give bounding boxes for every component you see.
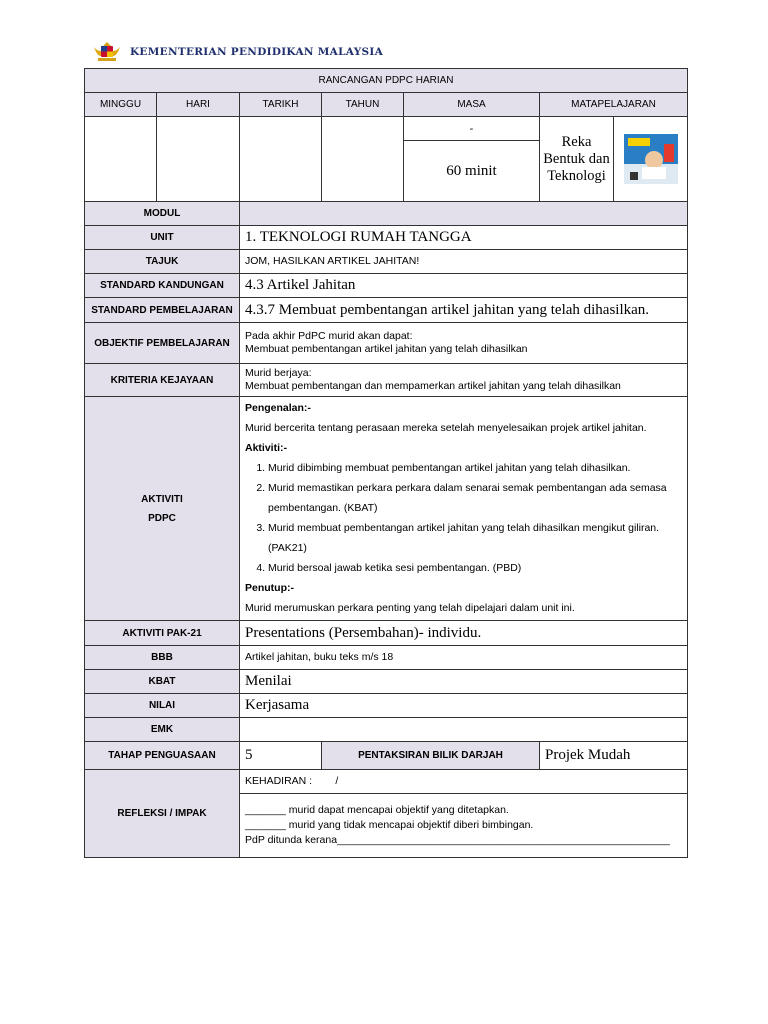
masa-time[interactable]: - — [404, 117, 540, 141]
refleksi-line-1: _______ murid dapat mencapai objektif yang ditetapkan. — [245, 804, 509, 816]
kriteria-value[interactable] — [240, 364, 688, 397]
objektif-value[interactable] — [240, 323, 688, 364]
refleksi-value[interactable] — [240, 794, 688, 858]
emk-value[interactable] — [240, 718, 688, 742]
objektif-label: OBJEKTIF PEMBELAJARAN — [85, 323, 240, 364]
aktiviti-list — [245, 458, 682, 578]
list-item: 1. Murid dibimbing membuat pembentangan artikel jahitan yang telah dihasilkan. — [268, 458, 682, 478]
refleksi-label: REFLEKSI / IMPAK — [85, 770, 240, 858]
tahun-value[interactable] — [322, 117, 404, 202]
refleksi-line-3: PdP ditunda kerana_________________________________________________________ — [245, 834, 670, 846]
kriteria-line-1: Murid berjaya: — [245, 367, 312, 379]
col-tahun: TAHUN — [322, 93, 404, 117]
list-item: 4. Murid bersoal jawab ketika sesi pembentangan. (PBD) — [268, 558, 682, 578]
modul-label: MODUL — [85, 202, 240, 226]
pak21-value[interactable]: Presentations (Persembahan)- individu. — [240, 621, 688, 646]
list-item: 2. Murid memastikan perkara perkara dalam senarai semak pembentangan ada semasa pembentangan. (KBAT) — [268, 478, 682, 518]
kriteria-line-2: Membuat pembentangan dan mempamerkan artikel jahitan yang telah dihasilkan — [245, 380, 621, 392]
document-header — [92, 38, 383, 66]
col-masa: MASA — [404, 93, 540, 117]
textbook-cover-icon — [624, 134, 678, 184]
nilai-value[interactable]: Kerjasama — [240, 694, 688, 718]
objektif-line-2: Membuat pembentangan artikel jahitan yang telah dihasilkan — [245, 343, 528, 355]
penutup-text: Murid merumuskan perkara penting yang telah dipelajari dalam unit ini. — [245, 602, 575, 614]
col-minggu: MINGGU — [85, 93, 157, 117]
col-matapelajaran: MATAPELAJARAN — [540, 93, 688, 117]
aktiviti-content[interactable] — [240, 397, 688, 621]
aktiviti-heading: Aktiviti:- — [245, 442, 287, 454]
aktiviti-label — [85, 397, 240, 621]
subject-thumbnail — [614, 117, 688, 202]
pbd-value[interactable]: Projek Mudah — [540, 742, 688, 770]
pak21-label: AKTIVITI PAK-21 — [85, 621, 240, 646]
pengenalan-heading: Pengenalan:- — [245, 402, 311, 414]
unit-value[interactable]: 1. TEKNOLOGI RUMAH TANGGA — [240, 226, 688, 250]
emk-label: EMK — [85, 718, 240, 742]
ministry-name: KEMENTERIAN PENDIDIKAN MALAYSIA — [130, 46, 384, 58]
bbb-value[interactable]: Artikel jahitan, buku teks m/s 18 — [240, 646, 688, 670]
standard-pembelajaran-value[interactable]: 4.3.7 Membuat pembentangan artikel jahitan yang telah dihasilkan. — [240, 298, 688, 323]
kehadiran-value[interactable]: KEHADIRAN : / — [240, 770, 688, 794]
malaysia-coat-of-arms-icon — [92, 39, 122, 65]
tajuk-value[interactable]: JOM, HASILKAN ARTIKEL JAHITAN! — [240, 250, 688, 274]
modul-value[interactable] — [240, 202, 688, 226]
kriteria-label: KRITERIA KEJAYAAN — [85, 364, 240, 397]
lesson-plan-table — [84, 68, 688, 858]
col-hari: HARI — [157, 93, 240, 117]
kbat-value[interactable]: Menilai — [240, 670, 688, 694]
tarikh-value[interactable] — [240, 117, 322, 202]
standard-pembelajaran-label: STANDARD PEMBELAJARAN — [85, 298, 240, 323]
tahap-penguasaan-label: TAHAP PENGUASAAN — [85, 742, 240, 770]
tahap-penguasaan-value[interactable]: 5 — [240, 742, 322, 770]
aktiviti-label-line-1: AKTIVITI — [141, 493, 183, 505]
refleksi-line-2: _______ murid yang tidak mencapai objektif diberi bimbingan. — [245, 819, 534, 831]
bbb-label: BBB — [85, 646, 240, 670]
kbat-label: KBAT — [85, 670, 240, 694]
standard-kandungan-value[interactable]: 4.3 Artikel Jahitan — [240, 274, 688, 298]
pengenalan-text: Murid bercerita tentang perasaan mereka setelah menyelesaikan projek artikel jahitan. — [245, 422, 647, 434]
objektif-line-1: Pada akhir PdPC murid akan dapat: — [245, 330, 413, 342]
subject-name: Reka Bentuk dan Teknologi — [540, 117, 614, 202]
masa-duration[interactable]: 60 minit — [404, 141, 540, 202]
standard-kandungan-label: STANDARD KANDUNGAN — [85, 274, 240, 298]
tajuk-label: TAJUK — [85, 250, 240, 274]
form-title: RANCANGAN PDPC HARIAN — [85, 69, 688, 93]
aktiviti-label-line-2: PDPC — [148, 512, 176, 524]
col-tarikh: TARIKH — [240, 93, 322, 117]
hari-value[interactable] — [157, 117, 240, 202]
minggu-value[interactable] — [85, 117, 157, 202]
unit-label: UNIT — [85, 226, 240, 250]
penutup-heading: Penutup:- — [245, 582, 294, 594]
nilai-label: NILAI — [85, 694, 240, 718]
list-item: 3. Murid membuat pembentangan artikel jahitan yang telah dihasilkan mengikut giliran. (PAK21) — [268, 518, 682, 558]
pbd-label: PENTAKSIRAN BILIK DARJAH — [322, 742, 540, 770]
